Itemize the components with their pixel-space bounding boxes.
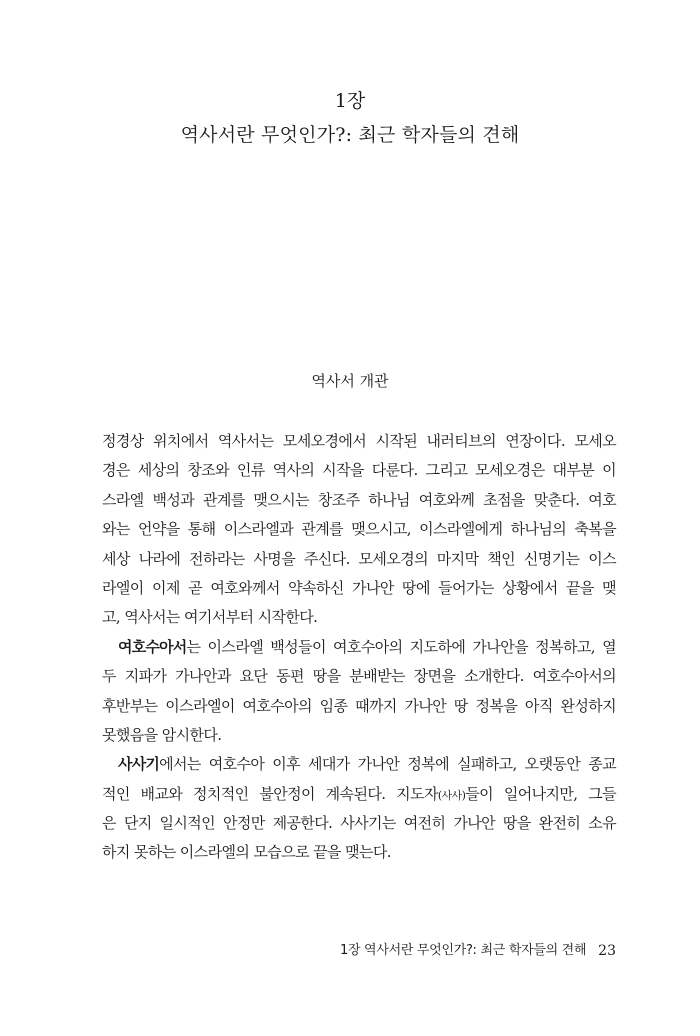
paragraph-1-line-7: 고, 역사서는 여기서부터 시작한다.	[102, 608, 318, 627]
judges-term: 사사기	[118, 755, 160, 774]
judges-annotation: (사사)	[437, 788, 466, 802]
body-text	[102, 427, 616, 868]
paragraph-1-line-4: 와는 언약을 통해 이스라엘과 관계를 맺으시고, 이스라엘에게 하나님의 축복을	[102, 520, 616, 539]
section-title: 역사서 개관	[311, 372, 389, 390]
paragraph-2-line-4: 못했음을 암시한다.	[102, 725, 222, 744]
paragraph-3-line-2-before: 적인 배교와 정치적인 불안정이 계속된다. 지도자	[102, 784, 438, 803]
paragraph-3-line-4: 하지 못하는 이스라엘의 모습으로 끝을 맺는다.	[102, 843, 391, 862]
paragraph-1-line-2: 경은 세상의 창조와 인류 역사의 시작을 다룬다. 그리고 모세오경은 대부분 이	[102, 461, 616, 480]
joshua-term: 여호수아서	[118, 637, 187, 656]
chapter-title: 역사서란 무엇인가?: 최근 학자들의 견해	[180, 124, 520, 146]
paragraph-3-line-2	[102, 780, 616, 809]
paragraph-3-line-2-after: 들이 일어나지만, 그들	[465, 784, 617, 803]
page-number: 23	[598, 943, 616, 959]
paragraph-3-first-rest: 에서는 여호수아 이후 세대가 가나안 정복에 실패하고, 오랫동안 종교	[159, 755, 616, 774]
paragraph-1-line-6: 라엘이 이제 곧 여호와께서 약속하신 가나안 땅에 들어가는 상황에서 끝을 맺	[102, 578, 616, 597]
running-title: 1장 역사서란 무엇인가?: 최근 학자들의 견해	[340, 943, 587, 958]
paragraph-3-line-1	[102, 750, 616, 779]
paragraph-3-line-3: 은 단지 일시적인 안정만 제공한다. 사사기는 여전히 가나안 땅을 완전히 소유	[102, 814, 616, 833]
paragraph-1-line-5: 세상 나라에 전하라는 사명을 주신다. 모세오경의 마지막 책인 신명기는 이스	[102, 549, 616, 568]
running-footer	[340, 941, 616, 961]
paragraph-1-line-3: 스라엘 백성과 관계를 맺으시는 창조주 하나님 여호와께 초점을 맞춘다. 여호	[102, 490, 616, 509]
paragraph-2-line-2: 두 지파가 가나안과 요단 동편 땅을 분배받는 장면을 소개한다. 여호수아서의	[102, 667, 616, 686]
chapter-number: 1장	[334, 90, 366, 112]
paragraph-1-line-1: 정경상 위치에서 역사서는 모세오경에서 시작된 내러티브의 연장이다. 모세오	[102, 432, 616, 450]
paragraph-2-first-rest: 는 이스라엘 백성들이 여호수아의 지도하에 가나안을 정복하고, 열	[186, 637, 616, 656]
paragraph-2-line-3: 후반부는 이스라엘이 여호수아의 임종 때까지 가나안 땅 정복을 아직 완성하지	[102, 696, 616, 715]
paragraph-2-line-1	[102, 633, 616, 662]
